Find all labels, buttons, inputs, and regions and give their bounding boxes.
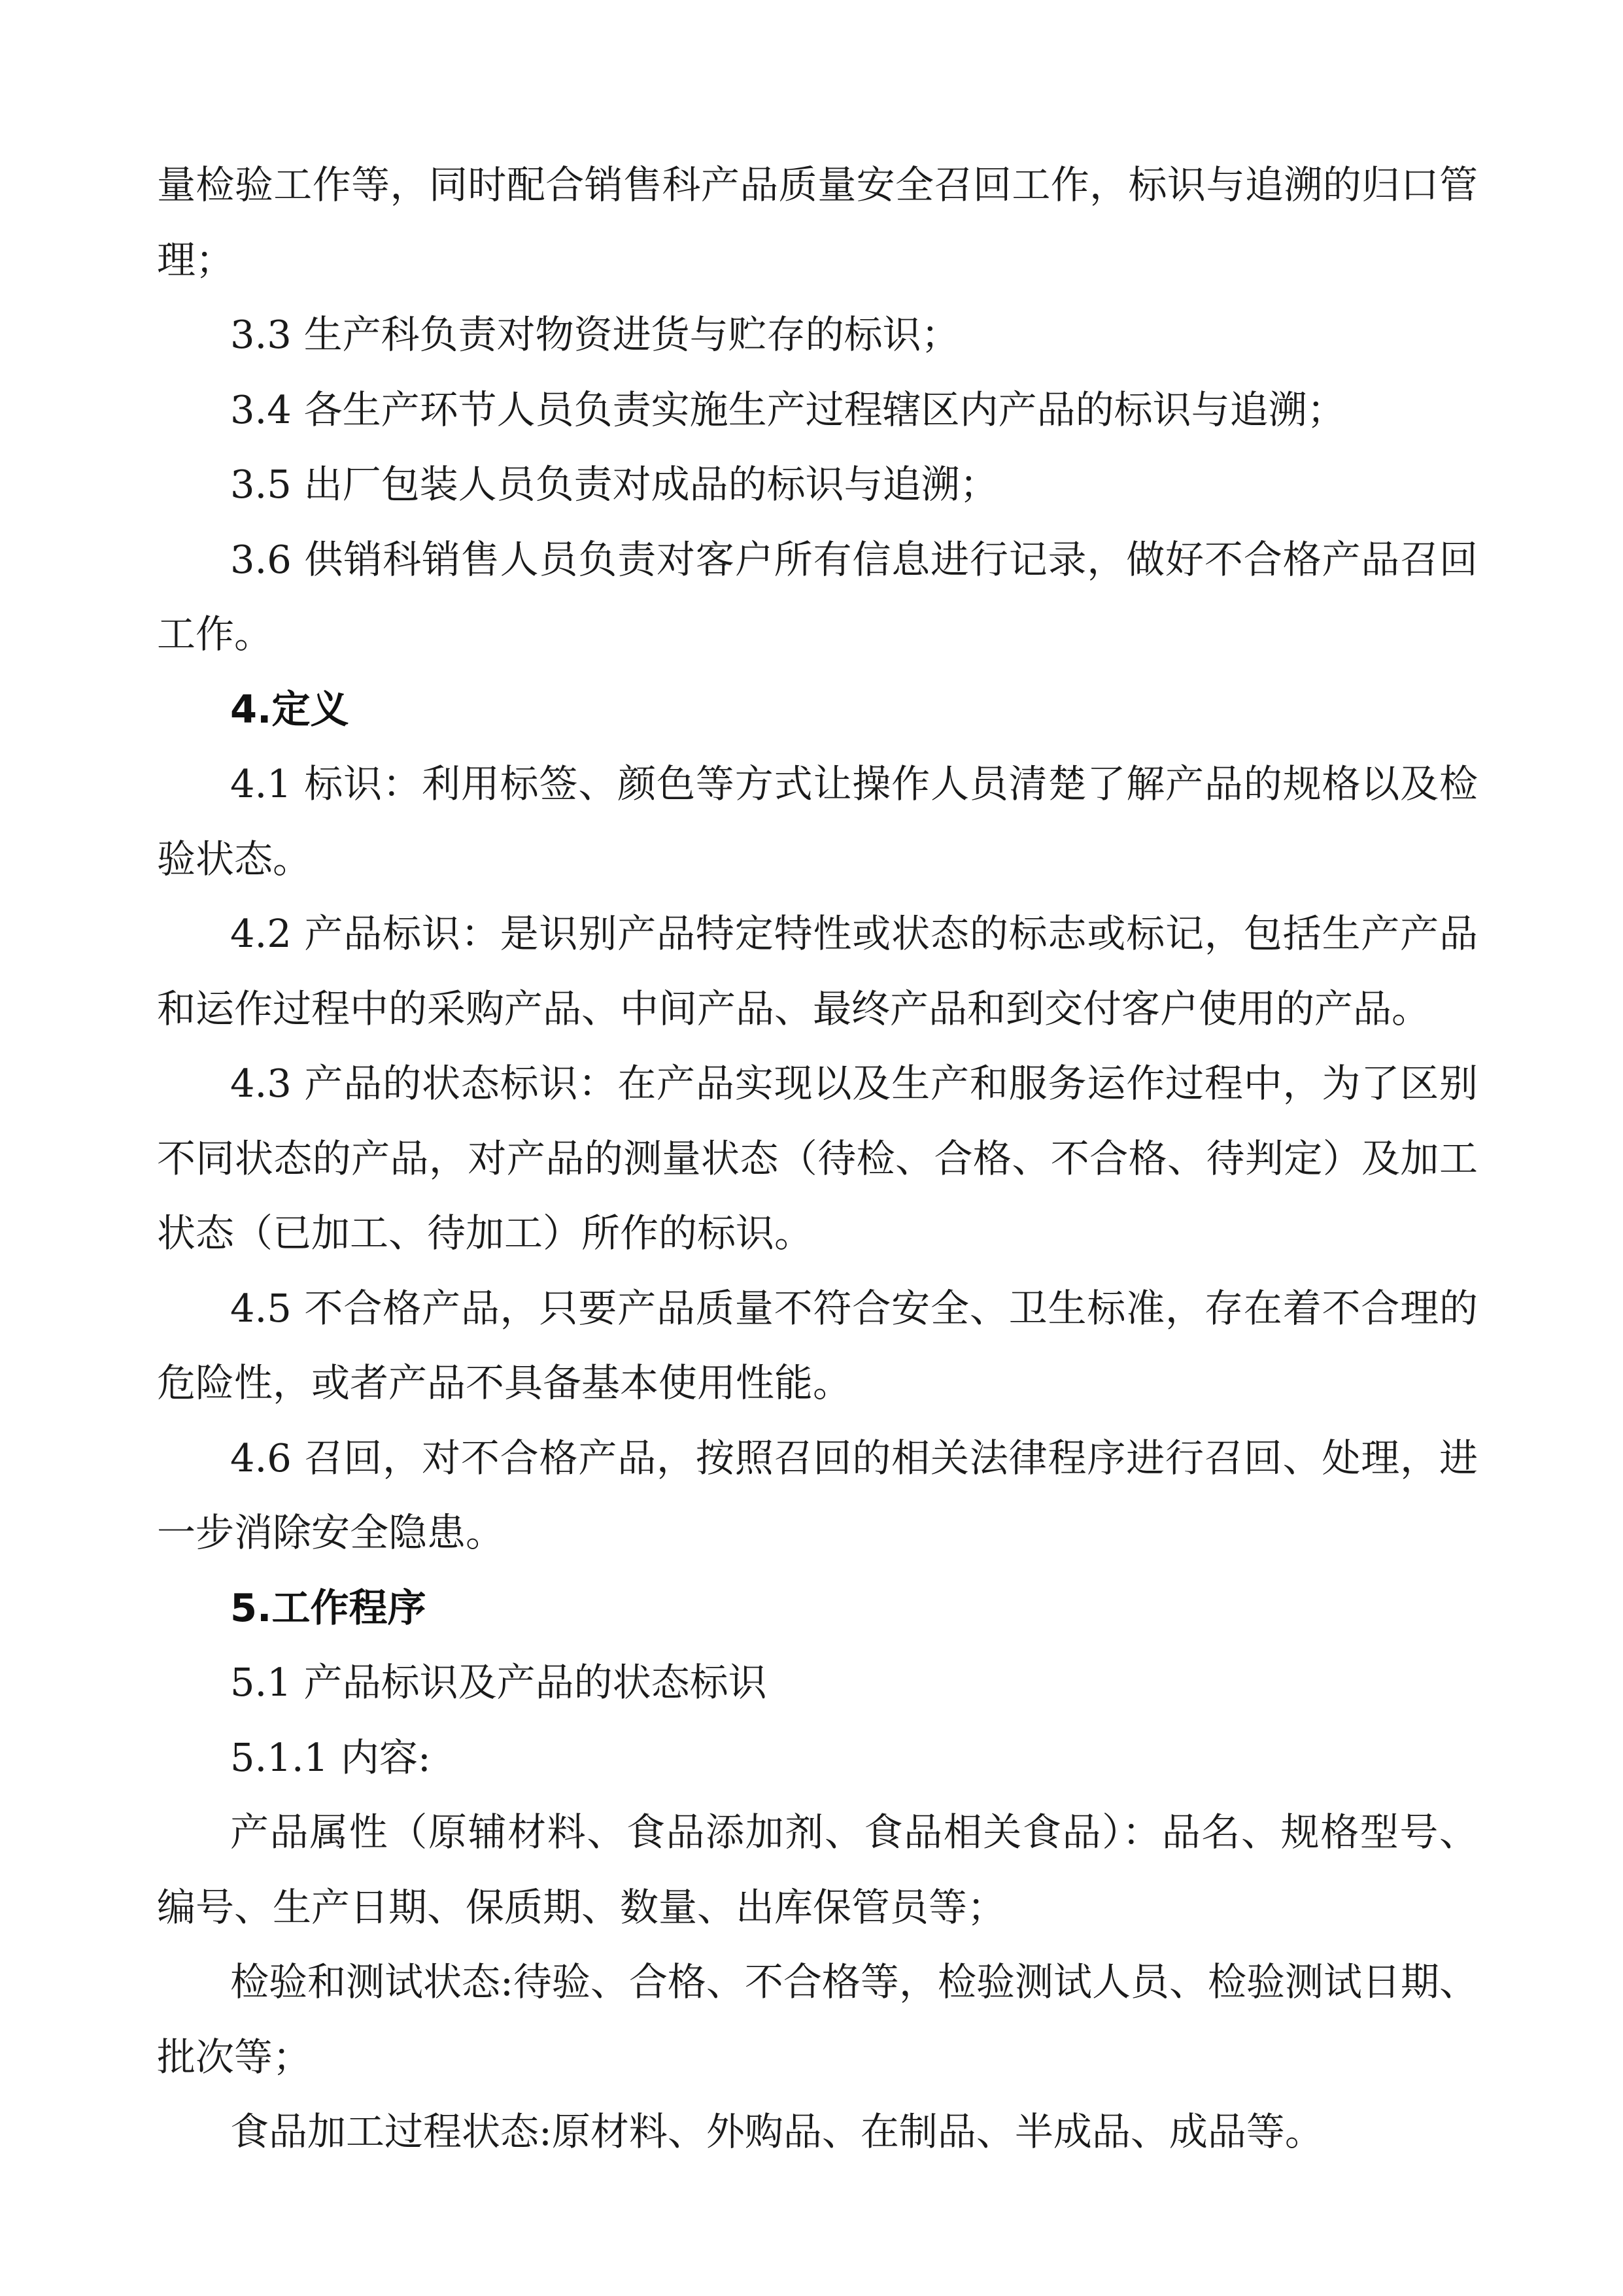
clause-3-4: 3.4 各生产环节人员负责实施生产过程辖区内产品的标识与追溯；	[230, 386, 1346, 432]
processing-status-paragraph: 食品加工过程状态:原材料、外购品、在制品、半成品、成品等。	[230, 2109, 1324, 2154]
clause-4-3: 4.3 产品的状态标识：在产品实现以及生产和服务运作过程中，为了区别不同状态的产品，对产品的测量状态（待检、合格、不合格、待判定）及加工状态（已加工、待加工）所作的标识。	[157, 1061, 1478, 1256]
clause-4-1: 4.1 标识：利用标签、颜色等方式让操作人员清楚了解产品的规格以及检验状态。	[157, 761, 1478, 882]
clause-4-2: 4.2 产品标识：是识别产品特定特性或状态的标志或标记，包括生产产品和运作过程中的采购产品、中间产品、最终产品和到交付客户使用的产品。	[157, 911, 1478, 1031]
section-4-heading: 4.定义	[230, 686, 349, 732]
clause-3-5: 3.5 出厂包装人员负责对成品的标识与追溯；	[230, 462, 999, 507]
continuation-paragraph: 量检验工作等，同时配合销售科产品质量安全召回工作，标识与追溯的归口管理；	[157, 162, 1478, 283]
clause-5-1: 5.1 产品标识及产品的状态标识	[230, 1660, 767, 1705]
product-attributes-paragraph: 产品属性（原辅材料、食品添加剂、食品相关食品）：品名、规格型号、编号、生产日期、保质期、数量、出库保管员等；	[157, 1809, 1478, 1930]
clause-3-3: 3.3 生产科负责对物资进货与贮存的标识；	[230, 312, 960, 357]
clause-4-5: 4.5 不合格产品，只要产品质量不符合安全、卫生标准，存在着不合理的危险性，或者产品不具备基本使用性能。	[157, 1285, 1478, 1405]
section-5-heading: 5.工作程序	[230, 1585, 426, 1630]
clause-5-1-1: 5.1.1 内容:	[230, 1734, 431, 1780]
clause-4-6: 4.6 召回，对不合格产品，按照召回的相关法律程序进行召回、处理，进一步消除安全隐患。	[157, 1435, 1478, 1555]
inspection-status-paragraph: 检验和测试状态:待验、合格、不合格等，检验测试人员、检验测试日期、批次等；	[157, 1959, 1478, 2080]
clause-3-6: 3.6 供销科销售人员负责对客户所有信息进行记录，做好不合格产品召回工作。	[157, 536, 1478, 657]
document-page	[157, 148, 1478, 2170]
